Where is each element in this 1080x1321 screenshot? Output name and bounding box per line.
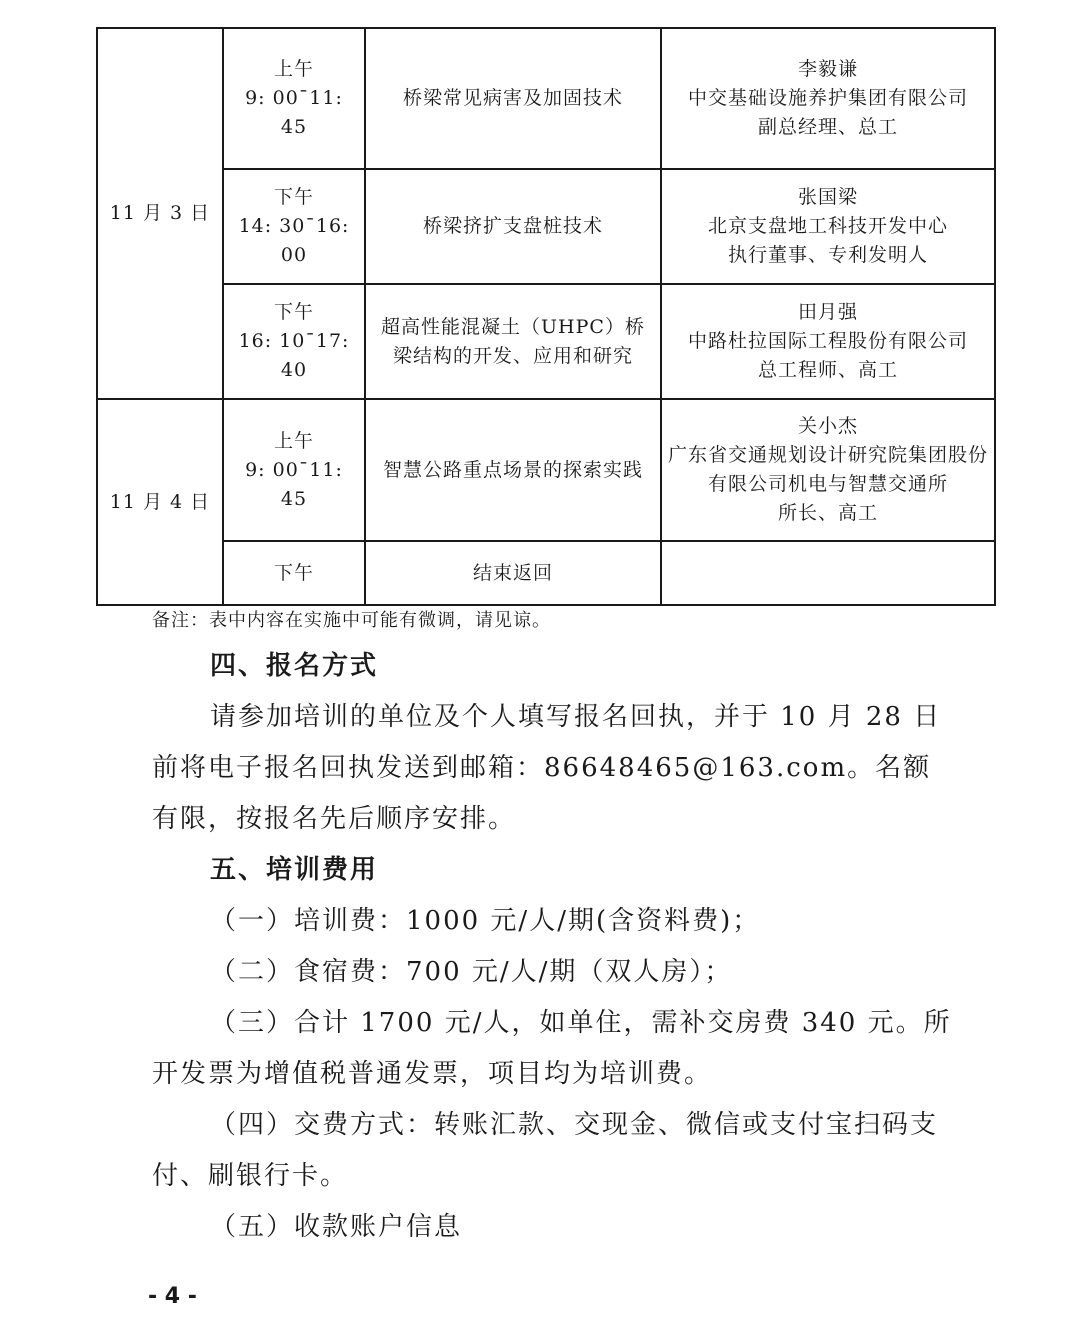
- section-5: [152, 845, 952, 1253]
- table-row: [97, 284, 995, 399]
- list-item: （三）合计 1700 元/人，如单住，需补交房费 340 元。所开发票为增值税普通发票，项目均为培训费。: [152, 1008, 952, 1089]
- time-range: 9: 00¯11: 45: [245, 87, 343, 138]
- speaker-name: 关小杰: [797, 415, 858, 437]
- speaker-org: 北京支盘地工科技开发中心: [707, 215, 948, 237]
- table-row: [97, 541, 995, 605]
- period-label: 下午: [273, 561, 314, 584]
- speaker-name: 田月强: [797, 301, 858, 323]
- time-cell: [223, 541, 365, 605]
- speaker-cell: [661, 284, 995, 399]
- section-heading: 五、培训费用: [210, 855, 379, 885]
- speaker-title: 执行董事、专利发明人: [727, 244, 928, 266]
- list-item: （一）培训费：1000 元/人/期(含资料费)；: [210, 906, 761, 936]
- period-label: 下午: [273, 186, 314, 208]
- speaker-org: 中交基础设施养护集团有限公司: [687, 87, 968, 109]
- speaker-org: 中路杜拉国际工程股份有限公司: [687, 330, 968, 352]
- schedule-table: [96, 27, 996, 606]
- time-cell: [223, 399, 365, 541]
- topic-cell: 超高性能混凝土（UHPC）桥梁结构的开发、应用和研究: [365, 284, 661, 399]
- table-row: [97, 28, 995, 169]
- time-cell: [223, 28, 365, 169]
- section-heading: 四、报名方式: [210, 651, 379, 681]
- speaker-name: 李毅谦: [797, 58, 858, 80]
- time-cell: [223, 169, 365, 284]
- time-cell: [223, 284, 365, 399]
- section-4: [152, 641, 952, 845]
- date-cell: 11 月 4 日: [97, 399, 223, 605]
- speaker-cell: [661, 541, 995, 605]
- speaker-title: 总工程师、高工: [757, 359, 898, 381]
- topic-cell: 桥梁挤扩支盘桩技术: [365, 169, 661, 284]
- speaker-cell: [661, 169, 995, 284]
- page-number: - 4 -: [148, 1284, 197, 1309]
- topic-cell: 桥梁常见病害及加固技术: [365, 28, 661, 169]
- period-label: 上午: [273, 429, 314, 452]
- time-range: 9: 00¯11: 45: [245, 458, 343, 510]
- speaker-cell: [661, 399, 995, 541]
- topic-cell: 结束返回: [365, 541, 661, 605]
- time-range: 16: 10¯17: 40: [238, 330, 350, 381]
- list-item: （五）收款账户信息: [210, 1212, 463, 1242]
- list-item: （四）交费方式：转账汇款、交现金、微信或支付宝扫码支付、刷银行卡。: [152, 1110, 939, 1191]
- speaker-cell: [661, 28, 995, 169]
- speaker-title: 副总经理、总工: [757, 116, 898, 138]
- paragraph: 请参加培训的单位及个人填写报名回执，并于 10 月 28 日前将电子报名回执发送到邮箱：86648465@163.com。名额有限，按报名先后顺序安排。: [152, 702, 942, 834]
- table-row: [97, 169, 995, 284]
- speaker-title: 所长、高工: [777, 502, 878, 524]
- speaker-org: 广东省交通规划设计研究院集团股份有限公司机电与智慧交通所: [668, 444, 989, 495]
- speaker-name: 张国梁: [797, 186, 858, 208]
- topic-cell: 智慧公路重点场景的探索实践: [365, 399, 661, 541]
- period-label: 上午: [273, 58, 314, 80]
- date-cell: 11 月 3 日: [97, 28, 223, 399]
- time-range: 14: 30¯16: 00: [238, 215, 350, 266]
- period-label: 下午: [273, 301, 314, 323]
- table-row: [97, 399, 995, 541]
- list-item: （二）食宿费：700 元/人/期（双人房）；: [210, 957, 733, 987]
- table-remark: 备注：表中内容在实施中可能有微调，请见谅。: [152, 610, 551, 631]
